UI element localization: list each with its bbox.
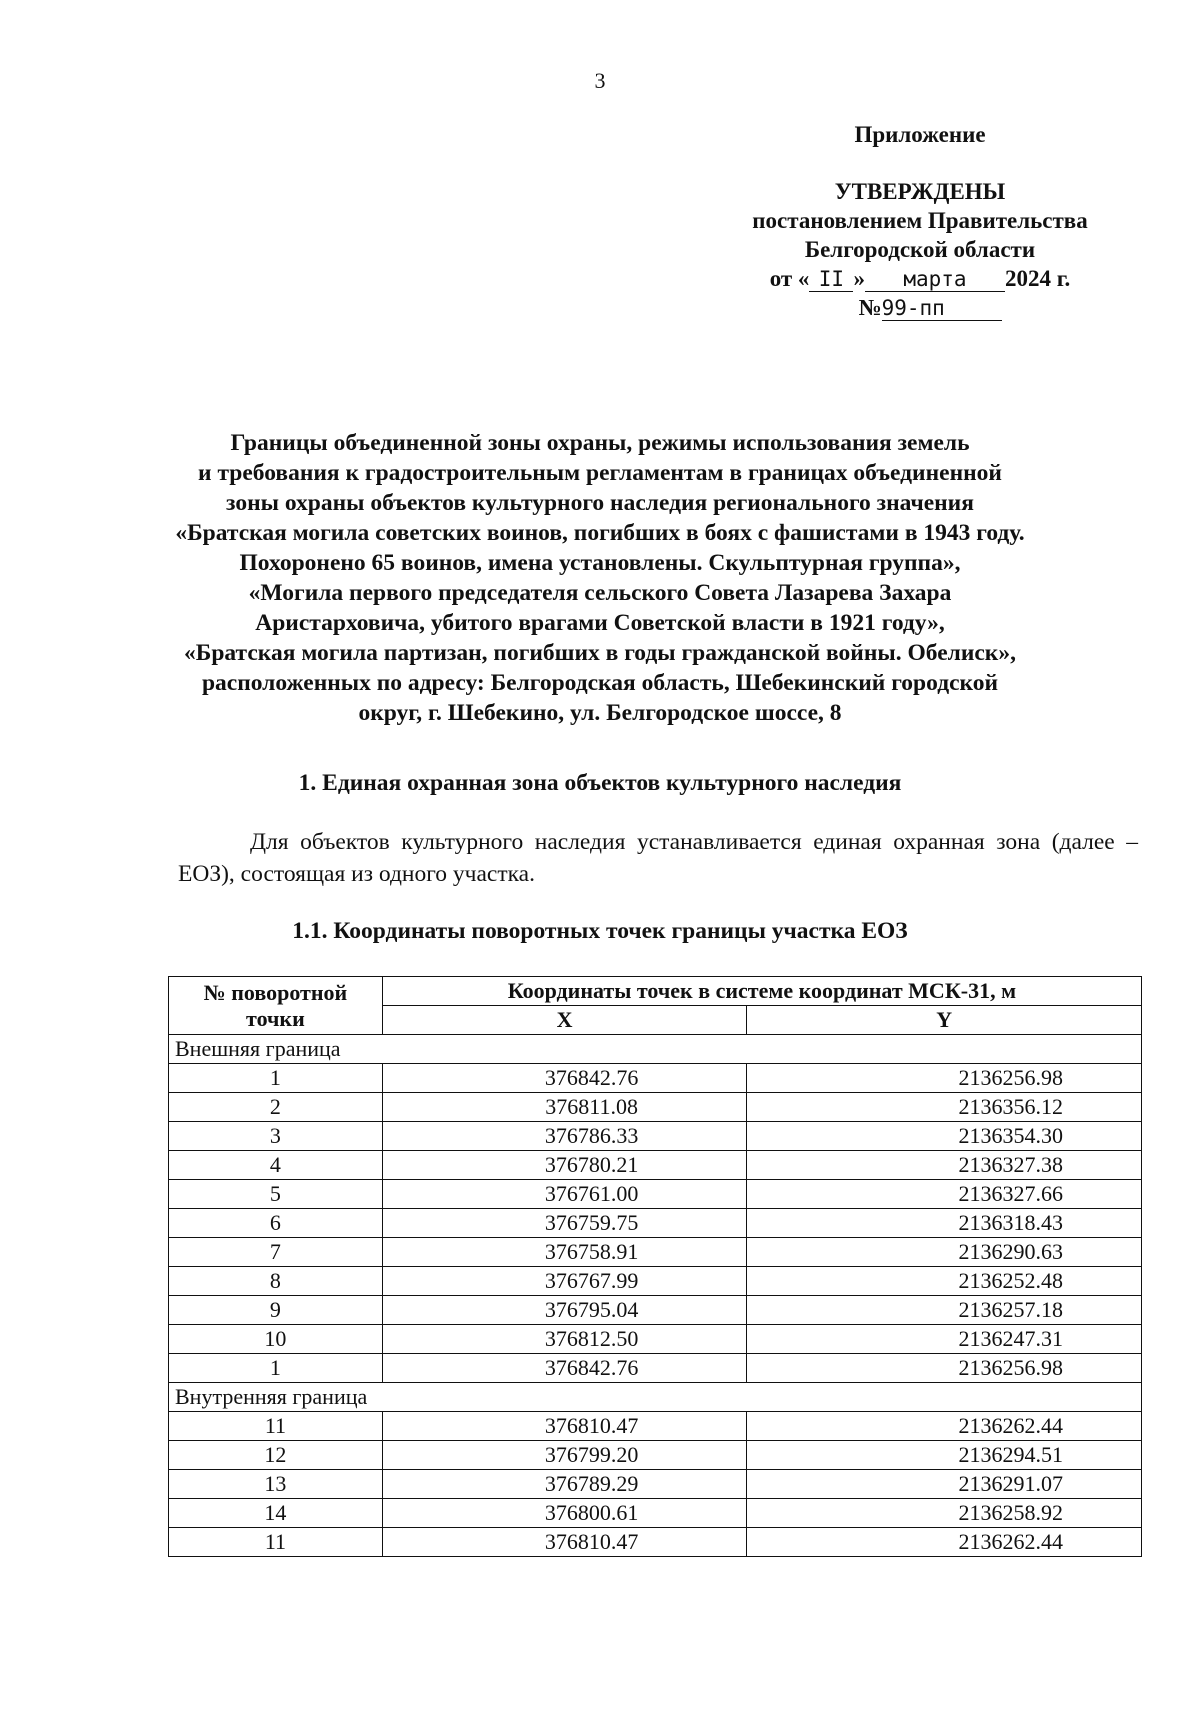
point-number-cell: 10 [169, 1325, 383, 1354]
x-coordinate-cell: 376842.76 [382, 1354, 747, 1383]
y-coordinate-cell: 2136294.51 [747, 1441, 1142, 1470]
y-coordinate-cell: 2136354.30 [747, 1122, 1142, 1151]
x-coordinate-cell: 376812.50 [382, 1325, 747, 1354]
point-number-cell: 13 [169, 1470, 383, 1499]
date-mid: » [853, 266, 865, 291]
point-number-cell: 9 [169, 1296, 383, 1325]
table-row [169, 1470, 1142, 1499]
section-1-paragraph: Для объектов культурного наследия устанавливается единая охранная зона (далее – ЕОЗ), состоящая из одного участка. [178, 829, 1138, 887]
title-line: зоны охраны объектов культурного наследия регионального значения [226, 490, 974, 516]
x-coordinate-cell: 376795.04 [382, 1296, 747, 1325]
y-coordinate-cell: 2136327.38 [747, 1151, 1142, 1180]
y-coordinate-cell: 2136318.43 [747, 1209, 1142, 1238]
title-line: и требования к градостроительным регламентам в границах объединенной [198, 460, 1002, 486]
point-number-cell: 2 [169, 1093, 383, 1122]
section-label: Внутренняя граница [169, 1383, 1142, 1412]
table-row [169, 1528, 1142, 1557]
coordinates-body [169, 1035, 1142, 1557]
header-x: X [382, 1006, 747, 1035]
table-row [169, 1122, 1142, 1151]
table-row [169, 1093, 1142, 1122]
y-coordinate-cell: 2136257.18 [747, 1296, 1142, 1325]
y-coordinate-cell: 2136262.44 [747, 1412, 1142, 1441]
point-number-cell: 11 [169, 1412, 383, 1441]
y-coordinate-cell: 2136290.63 [747, 1238, 1142, 1267]
date-month: марта [865, 267, 1005, 292]
approved-stamp: УТВЕРЖДЕНЫ [834, 179, 1006, 204]
point-number-cell: 11 [169, 1528, 383, 1557]
inner-boundary-row [169, 1383, 1142, 1412]
section-1-heading: 1. Единая охранная зона объектов культурного наследия [298, 770, 902, 796]
point-number-cell: 1 [169, 1064, 383, 1093]
point-number-cell: 14 [169, 1499, 383, 1528]
table-row [169, 1064, 1142, 1093]
y-coordinate-cell: 2136262.44 [747, 1528, 1142, 1557]
table-row [169, 1296, 1142, 1325]
title-line: округ, г. Шебекино, ул. Белгородское шоссе, 8 [358, 700, 842, 726]
x-coordinate-cell: 376767.99 [382, 1267, 747, 1296]
number-value: 99-пп [882, 296, 1002, 321]
point-number-cell: 1 [169, 1354, 383, 1383]
x-coordinate-cell: 376842.76 [382, 1064, 747, 1093]
table-row [169, 1412, 1142, 1441]
y-coordinate-cell: 2136247.31 [747, 1325, 1142, 1354]
approval-block [710, 120, 1130, 322]
title-line: «Могила первого председателя сельского Совета Лазарева Захара [248, 580, 952, 606]
y-coordinate-cell: 2136252.48 [747, 1267, 1142, 1296]
approval-line-2: Белгородской области [804, 237, 1036, 262]
approval-line-1: постановлением Правительства [752, 208, 1088, 233]
table-row [169, 1441, 1142, 1470]
table-row [169, 1151, 1142, 1180]
x-coordinate-cell: 376810.47 [382, 1412, 747, 1441]
table-row [169, 1238, 1142, 1267]
point-number-cell: 5 [169, 1180, 383, 1209]
title-line: Похоронено 65 воинов, имена установлены. Скульптурная группа», [239, 550, 961, 576]
point-number-cell: 4 [169, 1151, 383, 1180]
header-coordinates: Координаты точек в системе координат МСК-31, м [382, 977, 1141, 1006]
title-line: расположенных по адресу: Белгородская область, Шебекинский городской [201, 670, 999, 696]
coordinates-table [168, 976, 1142, 1557]
header-point-number: № поворотной точки [169, 977, 383, 1035]
document-title [150, 428, 1050, 728]
title-line: Аристарховича, убитого врагами Советской власти в 1921 году», [255, 610, 945, 636]
table-row [169, 1499, 1142, 1528]
approval-date [710, 264, 1130, 293]
appendix-label: Приложение [854, 122, 986, 147]
date-year: 2024 г. [1004, 266, 1071, 291]
x-coordinate-cell: 376786.33 [382, 1122, 747, 1151]
y-coordinate-cell: 2136356.12 [747, 1093, 1142, 1122]
table-row [169, 1209, 1142, 1238]
number-prefix: № [858, 295, 882, 320]
x-coordinate-cell: 376789.29 [382, 1470, 747, 1499]
point-number-cell: 12 [169, 1441, 383, 1470]
table-row [169, 1325, 1142, 1354]
x-coordinate-cell: 376799.20 [382, 1441, 747, 1470]
title-line: Границы объединенной зоны охраны, режимы использования земель [230, 430, 970, 456]
x-coordinate-cell: 376780.21 [382, 1151, 747, 1180]
table-row [169, 1354, 1142, 1383]
x-coordinate-cell: 376811.08 [382, 1093, 747, 1122]
x-coordinate-cell: 376810.47 [382, 1528, 747, 1557]
section-label: Внешняя граница [169, 1035, 1142, 1064]
subsection-1-1-heading: 1.1. Координаты поворотных точек границы участка ЕОЗ [292, 918, 908, 944]
table-row [169, 1267, 1142, 1296]
y-coordinate-cell: 2136327.66 [747, 1180, 1142, 1209]
point-number-cell: 7 [169, 1238, 383, 1267]
title-line: «Братская могила партизан, погибших в годы гражданской войны. Обелиск», [184, 640, 1016, 666]
table-row [169, 1180, 1142, 1209]
point-number-cell: 8 [169, 1267, 383, 1296]
x-coordinate-cell: 376800.61 [382, 1499, 747, 1528]
x-coordinate-cell: 376758.91 [382, 1238, 747, 1267]
header-y: Y [747, 1006, 1142, 1035]
page-number: 3 [594, 68, 606, 93]
outer-boundary-row [169, 1035, 1142, 1064]
approval-number [710, 293, 1130, 322]
y-coordinate-cell: 2136258.92 [747, 1499, 1142, 1528]
date-prefix: от « [769, 266, 810, 291]
x-coordinate-cell: 376759.75 [382, 1209, 747, 1238]
point-number-cell: 6 [169, 1209, 383, 1238]
y-coordinate-cell: 2136256.98 [747, 1064, 1142, 1093]
title-line: «Братская могила советских воинов, погибших в боях с фашистами в 1943 году. [175, 520, 1025, 546]
point-number-cell: 3 [169, 1122, 383, 1151]
x-coordinate-cell: 376761.00 [382, 1180, 747, 1209]
date-day: II [809, 267, 853, 292]
y-coordinate-cell: 2136256.98 [747, 1354, 1142, 1383]
y-coordinate-cell: 2136291.07 [747, 1470, 1142, 1499]
